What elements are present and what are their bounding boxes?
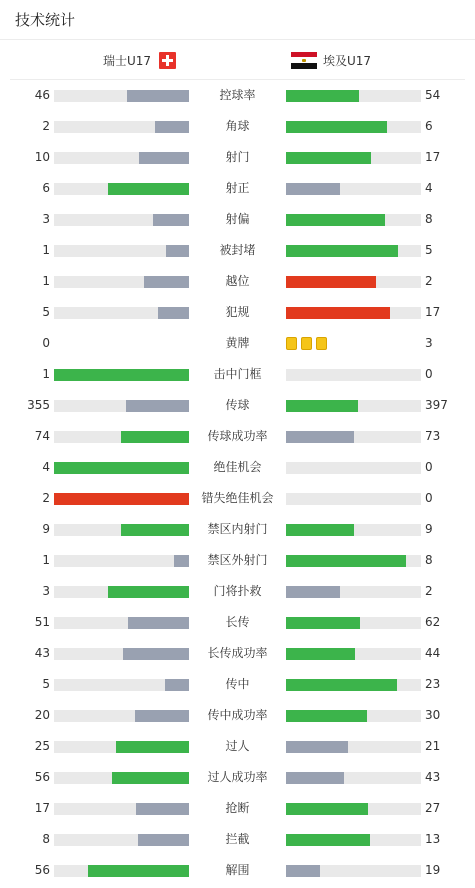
home-stat-bar-track (54, 183, 189, 195)
away-stat-bar-track (286, 369, 421, 381)
home-stat-bar-fill (112, 772, 189, 784)
away-stat-bar-track (286, 710, 421, 722)
away-stat-value: 0 (425, 491, 433, 505)
home-stat-bar-fill (116, 741, 189, 753)
home-stat-bar-track (54, 865, 189, 877)
away-team (291, 40, 371, 80)
stat-label: 长传成功率 (207, 646, 268, 660)
away-stat-value: 8 (425, 553, 433, 567)
home-stat-bar-fill (126, 400, 189, 412)
home-stat-bar-track (54, 90, 189, 102)
stat-label: 射偏 (225, 212, 250, 226)
stat-row-24 (0, 793, 475, 824)
stat-label: 被封堵 (219, 243, 256, 257)
stat-row-10 (0, 359, 475, 390)
away-stat-bar-fill (286, 183, 340, 195)
stat-label: 射门 (225, 150, 250, 164)
home-stat-bar-fill (135, 710, 189, 722)
home-stat-bar-track (54, 648, 189, 660)
home-stat-value: 46 (34, 88, 50, 102)
away-stat-bar-track (286, 555, 421, 567)
away-stat-bar-fill (286, 617, 360, 629)
away-stat-bar-track (286, 152, 421, 164)
away-stat-bar-fill (286, 276, 376, 288)
away-stat-bar-track (286, 121, 421, 133)
away-stat-bar-track (286, 400, 421, 412)
stat-row-26 (0, 855, 475, 886)
home-team (103, 40, 176, 80)
away-stat-bar-fill (286, 679, 397, 691)
stat-row-8 (0, 297, 475, 328)
away-stat-bar-fill (286, 710, 367, 722)
stat-row-12 (0, 421, 475, 452)
stat-label: 射正 (225, 181, 250, 195)
stat-label: 犯规 (225, 305, 250, 319)
away-stat-bar-track (286, 307, 421, 319)
away-stat-value: 397 (425, 398, 448, 412)
away-stat-bar-fill (286, 803, 368, 815)
home-stat-bar-track (54, 121, 189, 133)
home-stat-bar-track (54, 679, 189, 691)
home-stat-bar-track (54, 431, 189, 443)
page-title: 技术统计 (15, 11, 76, 29)
away-stat-bar-track (286, 90, 421, 102)
home-stat-bar-track (54, 555, 189, 567)
home-stat-bar-track (54, 493, 189, 505)
away-stat-bar-track (286, 803, 421, 815)
home-stat-value: 10 (34, 150, 50, 164)
stat-row-20 (0, 669, 475, 700)
home-stat-bar-fill (88, 865, 189, 877)
stat-row-17 (0, 576, 475, 607)
home-stat-bar-fill (108, 183, 189, 195)
away-stat-bar-fill (286, 741, 348, 753)
away-stat-bar-fill (286, 834, 370, 846)
away-stat-value: 0 (425, 460, 433, 474)
home-stat-bar-fill (54, 369, 189, 381)
away-stat-bar-fill (286, 772, 344, 784)
stat-row-15 (0, 514, 475, 545)
home-stat-bar-fill (54, 462, 189, 474)
stat-row-25 (0, 824, 475, 855)
stat-label: 长传 (225, 615, 250, 629)
stat-row-3 (0, 142, 475, 173)
stat-row-21 (0, 700, 475, 731)
home-stat-value: 1 (42, 274, 50, 288)
away-stat-value: 54 (425, 88, 441, 102)
away-stat-bar-fill (286, 307, 390, 319)
away-stat-value: 17 (425, 305, 441, 319)
home-stat-bar-fill (174, 555, 189, 567)
home-stat-value: 3 (42, 212, 50, 226)
away-stat-bar-fill (286, 121, 387, 133)
home-stat-bar-track (54, 834, 189, 846)
away-stat-bar-fill (286, 400, 358, 412)
stat-label: 角球 (225, 119, 250, 133)
stat-label: 传球成功率 (207, 429, 268, 443)
home-stat-value: 43 (34, 646, 50, 660)
stat-row-9 (0, 328, 475, 359)
home-stat-bar-track (54, 400, 189, 412)
stat-row-6 (0, 235, 475, 266)
home-stat-bar-track (54, 276, 189, 288)
stat-label: 击中门框 (213, 367, 262, 381)
home-stat-value: 9 (42, 522, 50, 536)
home-stat-bar-track (54, 617, 189, 629)
switzerland-flag-icon (159, 52, 176, 69)
away-stat-value: 6 (425, 119, 433, 133)
away-stat-value: 21 (425, 739, 441, 753)
home-stat-value: 74 (34, 429, 50, 443)
home-stat-value: 8 (42, 832, 50, 846)
away-stat-value: 23 (425, 677, 441, 691)
home-stat-value: 355 (27, 398, 50, 412)
home-stat-bar-fill (121, 431, 189, 443)
home-stat-bar-fill (123, 648, 189, 660)
away-stat-bar-track (286, 648, 421, 660)
home-stat-value: 3 (42, 584, 50, 598)
home-stat-value: 6 (42, 181, 50, 195)
home-stat-bar-fill (153, 214, 189, 226)
away-stat-bar-track (286, 524, 421, 536)
home-stat-bar-fill (54, 493, 189, 505)
home-stat-bar-track (54, 307, 189, 319)
yellow-card-icon (316, 337, 327, 350)
away-stat-value: 5 (425, 243, 433, 257)
home-stat-bar-fill (158, 307, 189, 319)
away-stat-bar-fill (286, 245, 398, 257)
away-stat-bar-track (286, 431, 421, 443)
home-stat-bar-fill (121, 524, 189, 536)
home-stat-bar-track (54, 741, 189, 753)
away-stat-bar-track (286, 679, 421, 691)
stat-label: 绝佳机会 (213, 460, 262, 474)
stat-row-2 (0, 111, 475, 142)
away-stat-value: 43 (425, 770, 441, 784)
away-stat-bar-track (286, 462, 421, 474)
home-stat-value: 4 (42, 460, 50, 474)
stat-label: 禁区外射门 (207, 553, 268, 567)
home-stat-value: 1 (42, 367, 50, 381)
home-stat-bar-fill (155, 121, 189, 133)
away-stat-bar-track (286, 772, 421, 784)
home-stat-bar-track (54, 245, 189, 257)
home-team-name: 瑞士U17 (102, 53, 151, 68)
home-stat-value: 20 (34, 708, 50, 722)
home-stat-value: 56 (34, 770, 50, 784)
home-stat-bar-fill (166, 245, 189, 257)
home-stat-bar-fill (128, 617, 189, 629)
home-stat-value: 5 (42, 305, 50, 319)
stat-label: 禁区内射门 (207, 522, 268, 536)
stat-label: 越位 (225, 274, 250, 288)
stat-row-22 (0, 731, 475, 762)
away-stat-bar-track (286, 183, 421, 195)
away-stat-value: 44 (425, 646, 441, 660)
away-stat-value: 3 (425, 336, 433, 350)
yellow-card-icon (286, 337, 297, 350)
stat-row-16 (0, 545, 475, 576)
away-stat-value: 4 (425, 181, 433, 195)
stat-label: 控球率 (219, 88, 256, 102)
away-stat-bar-fill (286, 555, 406, 567)
stat-row-13 (0, 452, 475, 483)
away-stat-bar-track (286, 617, 421, 629)
home-stat-bar-track (54, 586, 189, 598)
egypt-flag-icon (291, 52, 317, 69)
away-stat-value: 62 (425, 615, 441, 629)
away-stat-bar-fill (286, 152, 371, 164)
home-stat-value: 56 (34, 863, 50, 877)
home-stat-value: 51 (34, 615, 50, 629)
away-stat-value: 9 (425, 522, 433, 536)
away-stat-value: 2 (425, 274, 433, 288)
yellow-card-icon (301, 337, 312, 350)
stat-row-14 (0, 483, 475, 514)
home-stat-bar-fill (136, 803, 189, 815)
stat-label: 黄牌 (225, 336, 250, 350)
away-stat-bar-fill (286, 648, 355, 660)
away-stat-bar-fill (286, 586, 340, 598)
home-stat-value: 0 (42, 336, 50, 350)
away-stat-bar-fill (286, 865, 320, 877)
stat-label: 传中 (225, 677, 250, 691)
stat-label: 过人成功率 (207, 770, 268, 784)
stat-row-23 (0, 762, 475, 793)
stat-label: 传球 (225, 398, 250, 412)
home-stat-value: 25 (34, 739, 50, 753)
home-stat-bar-fill (127, 90, 189, 102)
stat-row-5 (0, 204, 475, 235)
home-stat-bar-track (54, 214, 189, 226)
home-stat-bar-fill (108, 586, 189, 598)
away-stat-bar-track (286, 834, 421, 846)
away-stat-value: 30 (425, 708, 441, 722)
stat-row-1 (0, 80, 475, 111)
away-stat-value: 73 (425, 429, 441, 443)
home-stat-bar-track (54, 803, 189, 815)
page-header (0, 0, 475, 40)
home-stat-value: 2 (42, 119, 50, 133)
stats-list (0, 80, 475, 886)
away-stat-bar-track (286, 245, 421, 257)
stat-label: 拦截 (225, 832, 250, 846)
home-stat-bar-track (54, 462, 189, 474)
home-stat-value: 5 (42, 677, 50, 691)
away-stat-bar-track (286, 493, 421, 505)
stat-row-7 (0, 266, 475, 297)
stat-row-4 (0, 173, 475, 204)
stat-label: 解围 (225, 863, 250, 877)
stat-label: 错失绝佳机会 (201, 491, 274, 505)
stat-row-18 (0, 607, 475, 638)
away-stat-value: 8 (425, 212, 433, 226)
home-stat-bar-track (54, 524, 189, 536)
away-stat-bar-track (286, 586, 421, 598)
home-stat-bar-fill (138, 834, 189, 846)
away-yellow-cards (286, 337, 327, 350)
home-stat-bar-fill (144, 276, 189, 288)
away-stat-bar-track (286, 276, 421, 288)
team-header (10, 40, 465, 80)
home-stat-value: 1 (42, 553, 50, 567)
away-stat-bar-track (286, 214, 421, 226)
away-stat-value: 17 (425, 150, 441, 164)
home-stat-bar-track (54, 772, 189, 784)
stat-label: 门将扑救 (213, 584, 262, 598)
stat-label: 过人 (225, 739, 250, 753)
home-stat-bar-fill (165, 679, 189, 691)
away-stat-value: 19 (425, 863, 441, 877)
away-stat-value: 13 (425, 832, 441, 846)
away-stat-bar-fill (286, 90, 359, 102)
away-stat-bar-fill (286, 524, 354, 536)
home-stat-bar-track (54, 710, 189, 722)
away-stat-bar-fill (286, 214, 385, 226)
away-stat-bar-track (286, 741, 421, 753)
home-stat-bar-fill (139, 152, 189, 164)
stat-label: 传中成功率 (207, 708, 268, 722)
home-stat-value: 17 (34, 801, 50, 815)
away-stat-bar-fill (286, 431, 354, 443)
away-stat-value: 0 (425, 367, 433, 381)
home-stat-value: 2 (42, 491, 50, 505)
home-stat-value: 1 (42, 243, 50, 257)
home-stat-bar-track (54, 152, 189, 164)
away-stat-value: 2 (425, 584, 433, 598)
away-stat-value: 27 (425, 801, 441, 815)
away-team-name: 埃及U17 (323, 53, 372, 68)
stat-row-11 (0, 390, 475, 421)
stat-label: 抢断 (225, 801, 250, 815)
home-stat-bar-track (54, 369, 189, 381)
stat-row-19 (0, 638, 475, 669)
away-stat-bar-track (286, 865, 421, 877)
